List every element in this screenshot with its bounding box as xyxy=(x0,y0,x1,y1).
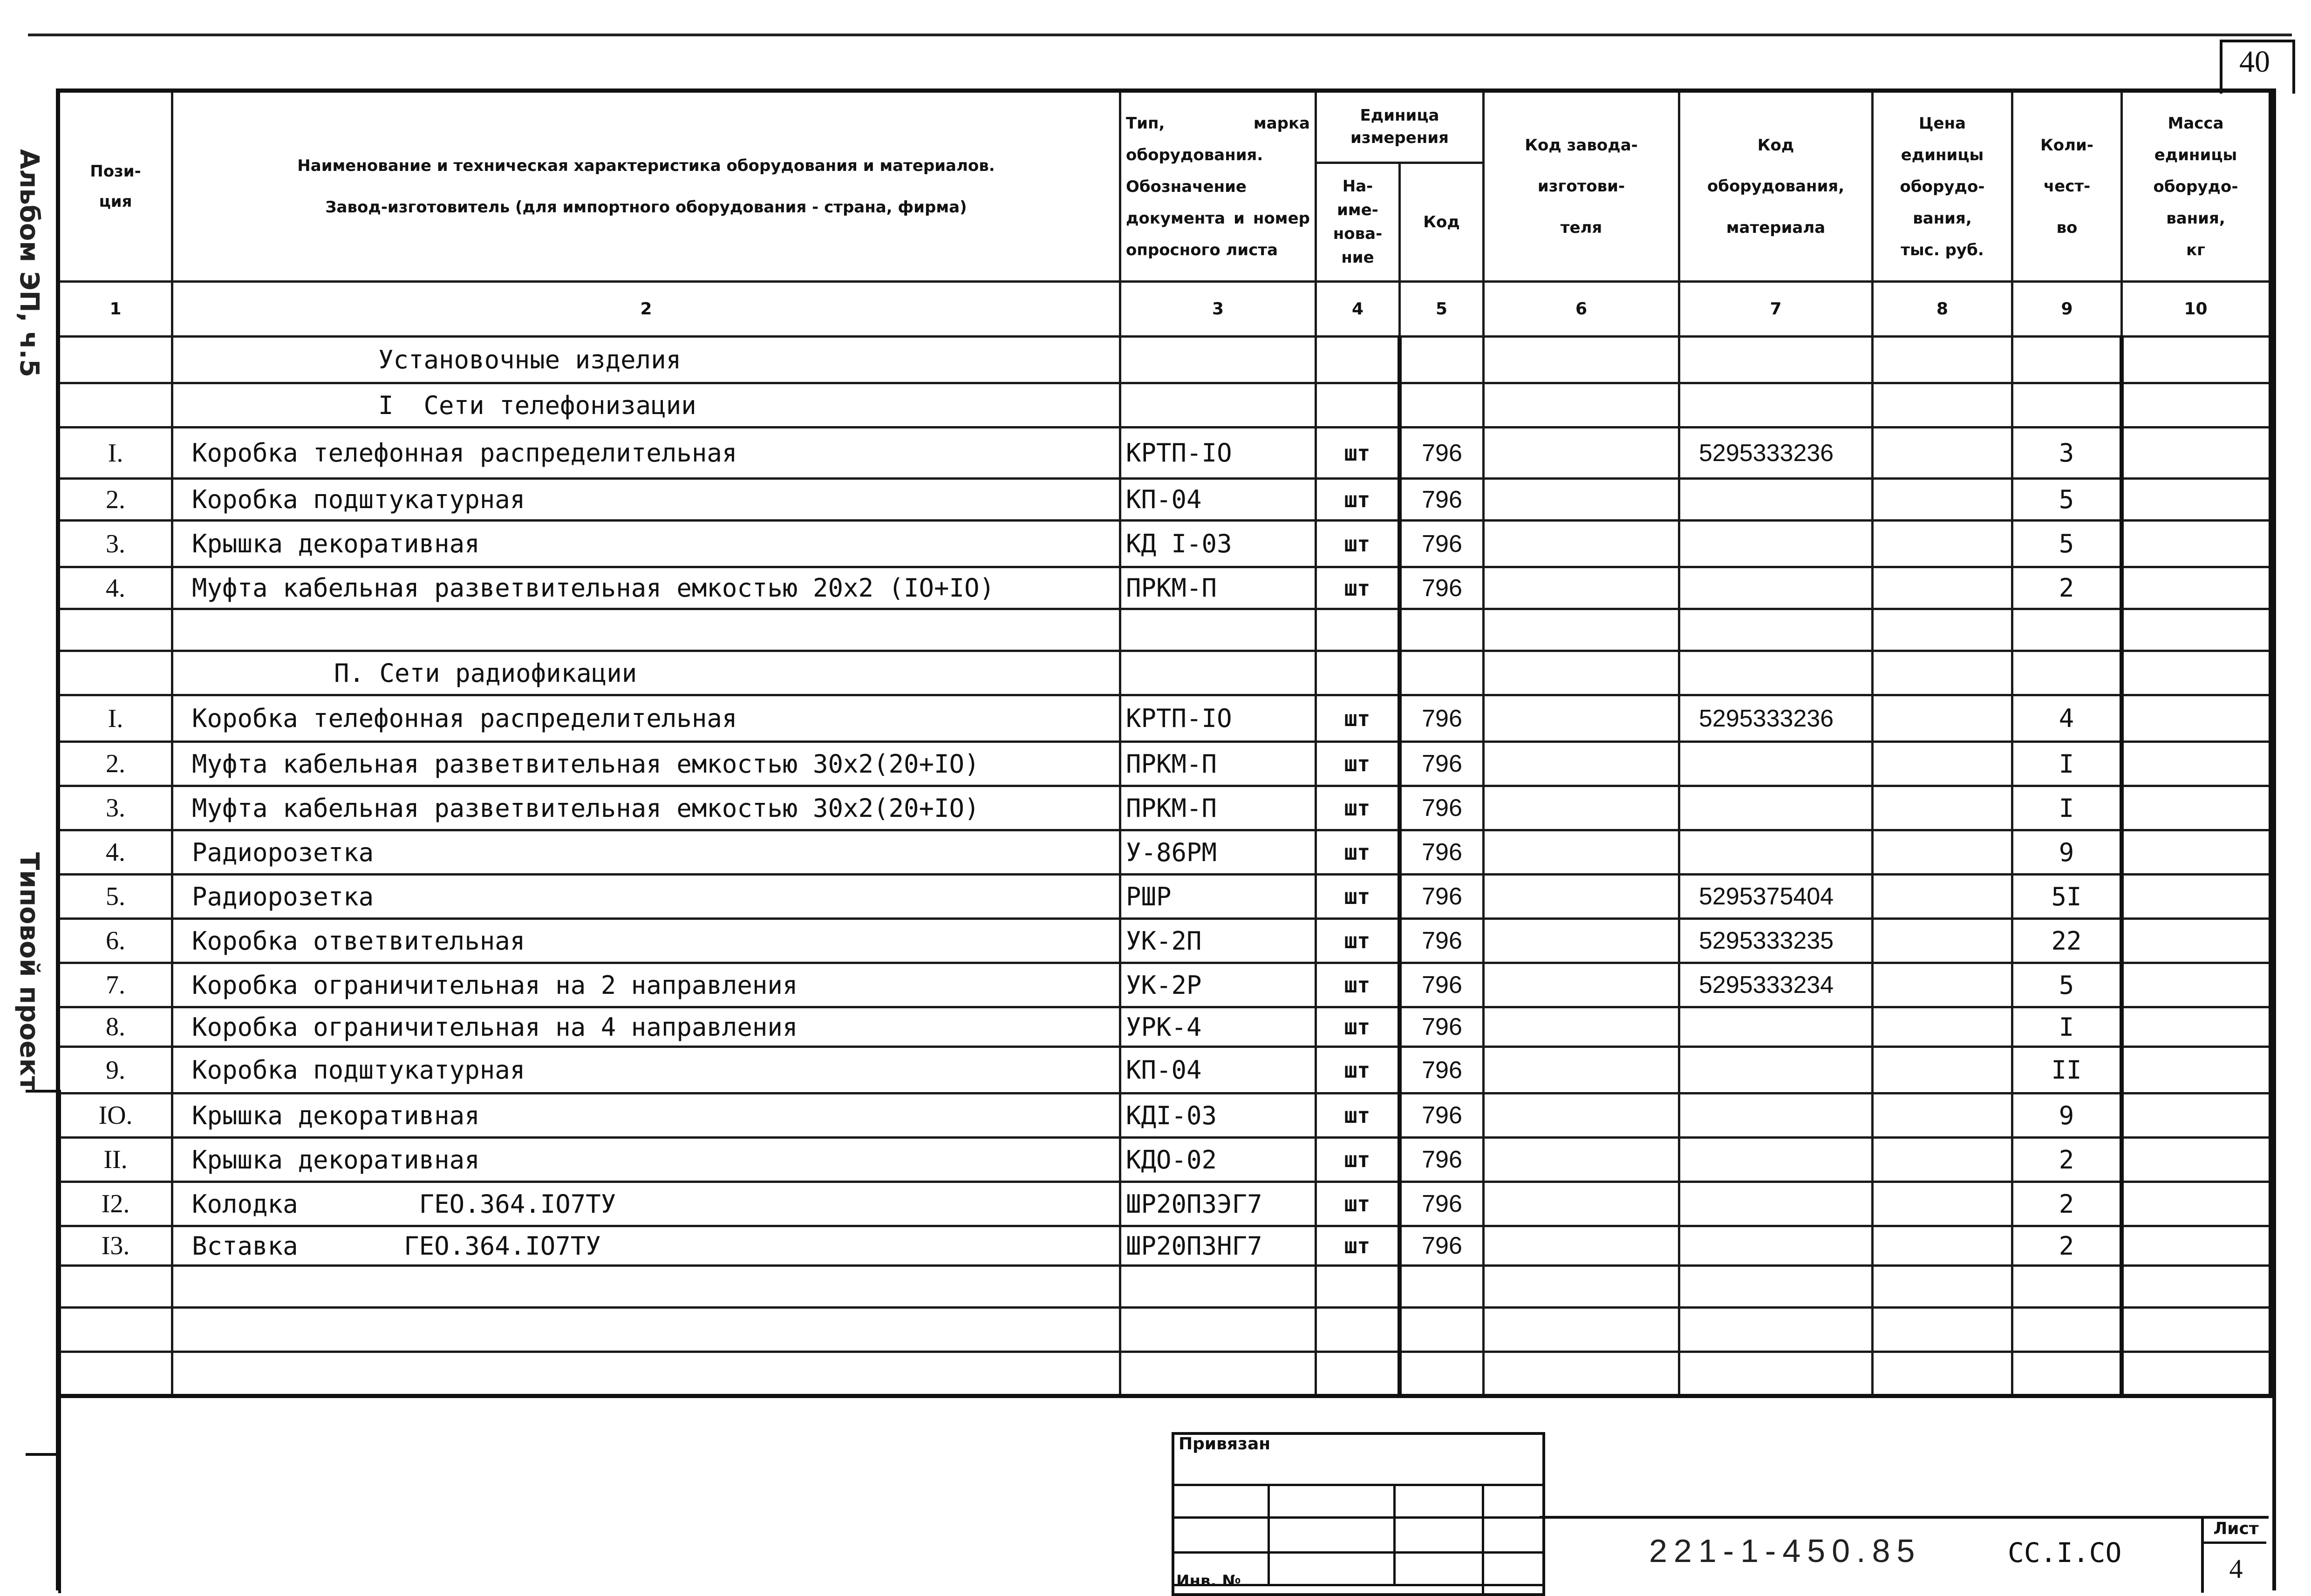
row-name: Коробка ограничительная на 2 направления xyxy=(172,963,1120,1007)
row-position: 5. xyxy=(58,875,172,919)
row-factory-code xyxy=(1484,1047,1679,1093)
header-quantity: Коли- чест- во xyxy=(2012,91,2122,282)
row-price xyxy=(1873,567,2012,609)
sidebar-project: Типовой проект xyxy=(14,852,44,1091)
row-equipment-code xyxy=(1679,1093,1873,1138)
table-row xyxy=(58,1007,2271,1047)
row-equipment-code xyxy=(1679,1226,1873,1266)
row-unit: шт xyxy=(1316,1182,1400,1226)
row-unit-code: 796 xyxy=(1400,521,1484,567)
section1-title: I Сети телефонизации xyxy=(172,383,1120,428)
row-factory-code xyxy=(1484,1093,1679,1138)
row-factory-code xyxy=(1484,695,1679,742)
row-mass xyxy=(2122,963,2271,1007)
row-price xyxy=(1873,428,2012,479)
sheet-label: Лист xyxy=(2213,1519,2259,1538)
row-type: КДI-03 xyxy=(1120,1093,1316,1138)
row-position: I. xyxy=(58,695,172,742)
row-type: УК-2П xyxy=(1120,919,1316,963)
bound-label: Привязан xyxy=(1179,1434,1271,1453)
row-type: КП-04 xyxy=(1120,1047,1316,1093)
row-position: 8. xyxy=(58,1007,172,1047)
row-quantity: 2 xyxy=(2012,1138,2122,1182)
row-type: ПРКМ-П xyxy=(1120,742,1316,786)
table-row xyxy=(58,428,2271,479)
row-type: УРК-4 xyxy=(1120,1007,1316,1047)
row-position: 2. xyxy=(58,479,172,521)
row-equipment-code: 5295333234 xyxy=(1679,963,1873,1007)
row-position: 4. xyxy=(58,830,172,875)
row-unit-code: 796 xyxy=(1400,695,1484,742)
blank-row xyxy=(58,609,2271,651)
colnum-4: 4 xyxy=(1316,282,1400,337)
row-unit: шт xyxy=(1316,919,1400,963)
row-mass xyxy=(2122,521,2271,567)
row-unit-code: 796 xyxy=(1400,830,1484,875)
row-unit-code: 796 xyxy=(1400,428,1484,479)
row-quantity: I xyxy=(2012,1007,2122,1047)
row-position: 6. xyxy=(58,919,172,963)
table-row xyxy=(58,1093,2271,1138)
row-name: Коробка подштукатурная xyxy=(172,1047,1120,1093)
specification-table xyxy=(56,88,2273,1398)
row-position: 4. xyxy=(58,567,172,609)
document-number: 221-1-450.85 xyxy=(1649,1533,1922,1569)
table-row xyxy=(58,1138,2271,1182)
row-price xyxy=(1873,521,2012,567)
section-title: Установочные изделия xyxy=(172,337,1120,383)
title-block-line xyxy=(1540,1516,2269,1519)
row-name: Крышка декоративная xyxy=(172,1138,1120,1182)
table-row xyxy=(58,521,2271,567)
header-name: Наименование и техническая характеристика оборудования и материалов. Завод-изготовитель (для импортного оборудования - страна, фирма) xyxy=(172,91,1120,282)
row-factory-code xyxy=(1484,963,1679,1007)
row-mass xyxy=(2122,567,2271,609)
left-strip-divider xyxy=(26,1453,58,1456)
row-price xyxy=(1873,875,2012,919)
row-equipment-code xyxy=(1679,742,1873,786)
row-position: 9. xyxy=(58,1047,172,1093)
row-position: II. xyxy=(58,1138,172,1182)
row-unit: шт xyxy=(1316,786,1400,830)
row-unit-code: 796 xyxy=(1400,1047,1484,1093)
row-type: КД I-03 xyxy=(1120,521,1316,567)
blank-row xyxy=(58,1266,2271,1308)
row-factory-code xyxy=(1484,830,1679,875)
row-price xyxy=(1873,919,2012,963)
row-quantity: 5I xyxy=(2012,875,2122,919)
row-factory-code xyxy=(1484,521,1679,567)
row-equipment-code xyxy=(1679,830,1873,875)
colnum-6: 6 xyxy=(1484,282,1679,337)
row-unit: шт xyxy=(1316,1138,1400,1182)
row-quantity: 2 xyxy=(2012,567,2122,609)
row-name: Коробка телефонная распределительная xyxy=(172,428,1120,479)
row-name: Вставка ГЕО.364.IO7ТУ xyxy=(172,1226,1120,1266)
row-unit-code: 796 xyxy=(1400,786,1484,830)
row-quantity: II xyxy=(2012,1047,2122,1093)
inventory-label: Инв. № xyxy=(1176,1572,1241,1590)
row-quantity: 9 xyxy=(2012,830,2122,875)
section1-title-row xyxy=(58,383,2271,428)
row-equipment-code xyxy=(1679,567,1873,609)
table-row xyxy=(58,919,2271,963)
row-price xyxy=(1873,786,2012,830)
blank-row xyxy=(58,1308,2271,1352)
header-unit-group: Единица измерения xyxy=(1316,91,1484,163)
row-name: Муфта кабельная разветвительная емкостью 30х2(20+IO) xyxy=(172,742,1120,786)
row-unit: шт xyxy=(1316,875,1400,919)
row-quantity: 2 xyxy=(2012,1226,2122,1266)
row-name: Радиорозетка xyxy=(172,875,1120,919)
row-unit: шт xyxy=(1316,742,1400,786)
row-price xyxy=(1873,963,2012,1007)
row-name: Коробка телефонная распределительная xyxy=(172,695,1120,742)
row-position: 3. xyxy=(58,786,172,830)
row-name: Коробка ответвительная xyxy=(172,919,1120,963)
row-price xyxy=(1873,742,2012,786)
row-mass xyxy=(2122,1182,2271,1226)
row-equipment-code: 5295375404 xyxy=(1679,875,1873,919)
row-equipment-code: 5295333235 xyxy=(1679,919,1873,963)
row-unit-code: 796 xyxy=(1400,919,1484,963)
row-name: Муфта кабельная разветвительная емкостью 20х2 (IO+IO) xyxy=(172,567,1120,609)
row-price xyxy=(1873,1047,2012,1093)
section2-title-row xyxy=(58,651,2271,695)
sheet-value: 4 xyxy=(2229,1554,2243,1584)
row-quantity: 5 xyxy=(2012,479,2122,521)
blank-row xyxy=(58,1352,2271,1396)
row-unit: шт xyxy=(1316,479,1400,521)
row-price xyxy=(1873,479,2012,521)
row-factory-code xyxy=(1484,742,1679,786)
row-unit-code: 796 xyxy=(1400,1182,1484,1226)
row-equipment-code xyxy=(1679,786,1873,830)
row-unit-code: 796 xyxy=(1400,963,1484,1007)
row-factory-code xyxy=(1484,567,1679,609)
row-type: УК-2Р xyxy=(1120,963,1316,1007)
row-position: I2. xyxy=(58,1182,172,1226)
sheet-box-divider xyxy=(2201,1542,2266,1544)
row-price xyxy=(1873,1138,2012,1182)
row-factory-code xyxy=(1484,1138,1679,1182)
row-price xyxy=(1873,1007,2012,1047)
colnum-8: 8 xyxy=(1873,282,2012,337)
top-border-line xyxy=(28,34,2292,36)
row-equipment-code: 5295333236 xyxy=(1679,695,1873,742)
colnum-5: 5 xyxy=(1400,282,1484,337)
row-unit-code: 796 xyxy=(1400,1138,1484,1182)
row-name: Колодка ГЕО.364.IO7ТУ xyxy=(172,1182,1120,1226)
row-equipment-code xyxy=(1679,1007,1873,1047)
row-quantity: I xyxy=(2012,742,2122,786)
header-unit-code: Код xyxy=(1400,163,1484,282)
sidebar-album: Альбом ЭП, ч.5 xyxy=(14,149,44,378)
row-mass xyxy=(2122,919,2271,963)
row-price xyxy=(1873,695,2012,742)
table-row xyxy=(58,742,2271,786)
row-position: 3. xyxy=(58,521,172,567)
colnum-7: 7 xyxy=(1679,282,1873,337)
row-unit-code: 796 xyxy=(1400,1093,1484,1138)
row-mass xyxy=(2122,1138,2271,1182)
row-unit: шт xyxy=(1316,695,1400,742)
row-unit-code: 796 xyxy=(1400,1007,1484,1047)
section-title-row xyxy=(58,337,2271,383)
row-name: Радиорозетка xyxy=(172,830,1120,875)
row-unit-code: 796 xyxy=(1400,479,1484,521)
document-code: СС.I.СО xyxy=(2008,1537,2122,1569)
row-mass xyxy=(2122,786,2271,830)
header-unit-name: На- име- нова- ние xyxy=(1316,163,1400,282)
row-name: Крышка декоративная xyxy=(172,1093,1120,1138)
row-mass xyxy=(2122,1226,2271,1266)
row-unit: шт xyxy=(1316,963,1400,1007)
row-factory-code xyxy=(1484,875,1679,919)
table-row xyxy=(58,1047,2271,1093)
row-price xyxy=(1873,1226,2012,1266)
table-row xyxy=(58,963,2271,1007)
row-unit: шт xyxy=(1316,830,1400,875)
row-mass xyxy=(2122,830,2271,875)
sheet-number: 40 xyxy=(2239,45,2270,79)
row-position: I. xyxy=(58,428,172,479)
table-row xyxy=(58,1226,2271,1266)
section1-rows xyxy=(58,428,2271,609)
table-row xyxy=(58,1182,2271,1226)
row-type: КП-04 xyxy=(1120,479,1316,521)
row-equipment-code xyxy=(1679,521,1873,567)
table-row xyxy=(58,875,2271,919)
row-unit: шт xyxy=(1316,1226,1400,1266)
row-position: I3. xyxy=(58,1226,172,1266)
row-quantity: I xyxy=(2012,786,2122,830)
header-equipment-code: Код оборудования, материала xyxy=(1679,91,1873,282)
row-factory-code xyxy=(1484,786,1679,830)
section2-rows xyxy=(58,695,2271,1266)
row-factory-code xyxy=(1484,428,1679,479)
table-row xyxy=(58,567,2271,609)
colnum-9: 9 xyxy=(2012,282,2122,337)
row-name: Коробка ограничительная на 4 направления xyxy=(172,1007,1120,1047)
row-quantity: 2 xyxy=(2012,1182,2122,1226)
colnum-10: 10 xyxy=(2122,282,2271,337)
row-quantity: 3 xyxy=(2012,428,2122,479)
row-type: ШР20П3ЭГ7 xyxy=(1120,1182,1316,1226)
row-quantity: 5 xyxy=(2012,963,2122,1007)
row-name: Коробка подштукатурная xyxy=(172,479,1120,521)
row-mass xyxy=(2122,1047,2271,1093)
row-unit: шт xyxy=(1316,567,1400,609)
row-mass xyxy=(2122,428,2271,479)
table-row xyxy=(58,786,2271,830)
row-name: Крышка декоративная xyxy=(172,521,1120,567)
row-unit-code: 796 xyxy=(1400,742,1484,786)
row-type: ПРКМ-П xyxy=(1120,786,1316,830)
row-factory-code xyxy=(1484,479,1679,521)
row-type: РШР xyxy=(1120,875,1316,919)
row-unit: шт xyxy=(1316,1007,1400,1047)
header-price: Цена единицы оборудо- вания, тыс. руб. xyxy=(1873,91,2012,282)
row-mass xyxy=(2122,742,2271,786)
header-position: Пози- ция xyxy=(58,91,172,282)
row-unit: шт xyxy=(1316,1047,1400,1093)
row-factory-code xyxy=(1484,919,1679,963)
row-unit-code: 796 xyxy=(1400,875,1484,919)
colnum-1: 1 xyxy=(58,282,172,337)
row-unit-code: 796 xyxy=(1400,1226,1484,1266)
row-equipment-code xyxy=(1679,1182,1873,1226)
table-row xyxy=(58,479,2271,521)
row-type: У-86РМ xyxy=(1120,830,1316,875)
header-mass: Масса единицы оборудо- вания, кг xyxy=(2122,91,2271,282)
row-unit: шт xyxy=(1316,521,1400,567)
row-mass xyxy=(2122,1093,2271,1138)
row-equipment-code xyxy=(1679,1047,1873,1093)
row-unit: шт xyxy=(1316,428,1400,479)
row-price xyxy=(1873,830,2012,875)
row-factory-code xyxy=(1484,1182,1679,1226)
row-name: Муфта кабельная разветвительная емкостью 30х2(20+IO) xyxy=(172,786,1120,830)
table-row xyxy=(58,830,2271,875)
row-equipment-code: 5295333236 xyxy=(1679,428,1873,479)
row-unit-code: 796 xyxy=(1400,567,1484,609)
row-mass xyxy=(2122,479,2271,521)
row-type: ШР20П3НГ7 xyxy=(1120,1226,1316,1266)
header-type: Тип, марка оборудования. Обозначение документа и номер опросного листа xyxy=(1120,91,1316,282)
row-unit: шт xyxy=(1316,1093,1400,1138)
row-equipment-code xyxy=(1679,1138,1873,1182)
row-quantity: 5 xyxy=(2012,521,2122,567)
row-position: IO. xyxy=(58,1093,172,1138)
colnum-2: 2 xyxy=(172,282,1120,337)
row-type: КРТП-IO xyxy=(1120,695,1316,742)
row-quantity: 22 xyxy=(2012,919,2122,963)
row-type: КДО-02 xyxy=(1120,1138,1316,1182)
section2-title: П. Сети радиофикации xyxy=(172,651,1120,695)
table-row xyxy=(58,695,2271,742)
row-equipment-code xyxy=(1679,479,1873,521)
header-factory-code: Код завода- изготови- теля xyxy=(1484,91,1679,282)
row-factory-code xyxy=(1484,1007,1679,1047)
row-position: 7. xyxy=(58,963,172,1007)
row-position: 2. xyxy=(58,742,172,786)
row-quantity: 9 xyxy=(2012,1093,2122,1138)
row-factory-code xyxy=(1484,1226,1679,1266)
row-type: ПРКМ-П xyxy=(1120,567,1316,609)
row-mass xyxy=(2122,875,2271,919)
row-type: КРТП-IO xyxy=(1120,428,1316,479)
row-price xyxy=(1873,1093,2012,1138)
row-quantity: 4 xyxy=(2012,695,2122,742)
row-mass xyxy=(2122,1007,2271,1047)
colnum-3: 3 xyxy=(1120,282,1316,337)
row-mass xyxy=(2122,695,2271,742)
row-price xyxy=(1873,1182,2012,1226)
